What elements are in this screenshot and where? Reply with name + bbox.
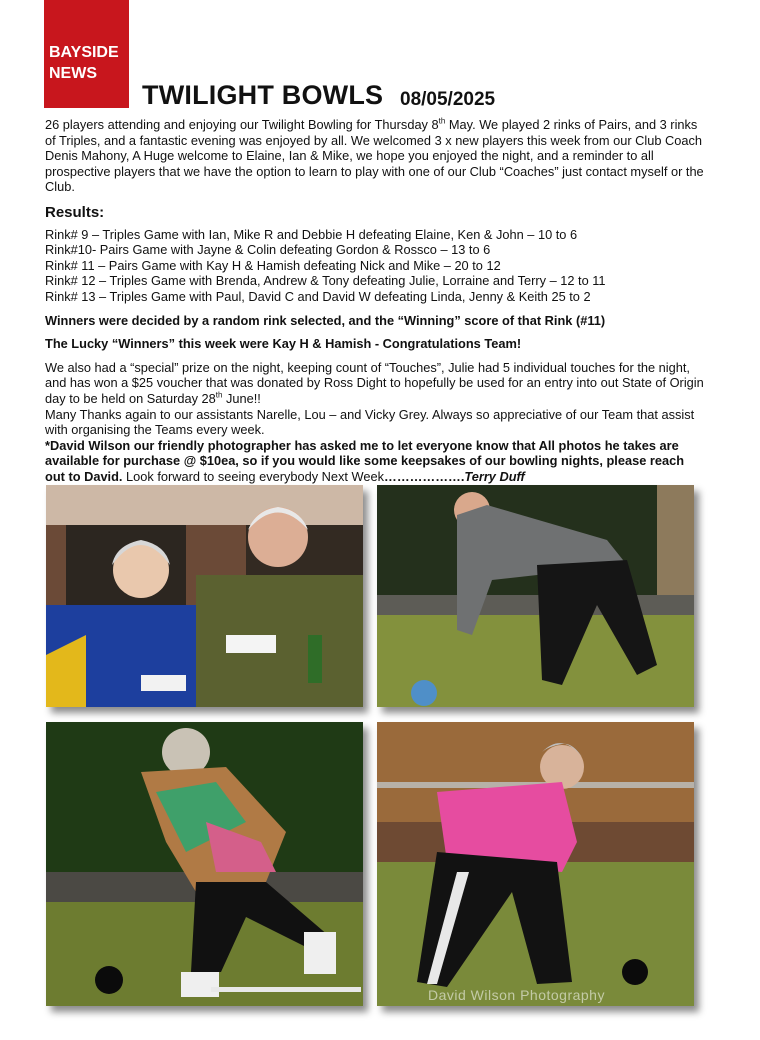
article-body xyxy=(45,117,705,484)
rink-result: Rink# 13 – Triples Game with Paul, David C and David W defeating Linda, Jenny & Keith 25 to 2 xyxy=(45,288,591,304)
photo-woman-colourful xyxy=(46,722,363,1006)
bayside-news-badge xyxy=(44,0,129,108)
page-date: 08/05/2025 xyxy=(400,89,496,110)
special-prize-paragraph: We also had a “special” prize on the night, keeping count of “Touches”, Julie had 5 individual touches for the night, and has won a $25 voucher that was donated by Ross Dight to hopefully be used for an entry into out State of Origin day to be held on Saturday 28th June!! xyxy=(45,359,704,406)
rink-result: Rink# 9 – Triples Game with Ian, Mike R and Debbie H defeating Elaine, Ken & John – 10 to 6 xyxy=(45,226,578,242)
page-title: TWILIGHT BOWLS xyxy=(142,80,384,110)
photo-watermark: David Wilson Photography xyxy=(428,987,605,1003)
results-heading: Results: xyxy=(45,203,105,221)
signature: Terry Duff xyxy=(464,468,525,484)
lucky-winners-note: The Lucky “Winners” this week were Kay H & Hamish - Congratulations Team! xyxy=(45,336,522,352)
badge-line2: NEWS xyxy=(49,65,97,82)
thanks-paragraph: Many Thanks again to our assistants Narelle, Lou – and Vicky Grey. Always so appreciative of our Team that assist with organising the Teams every week. xyxy=(45,406,695,438)
rink-result: Rink#10- Pairs Game with Jayne & Colin defeating Gordon & Rossco – 13 to 6 xyxy=(45,242,491,258)
rink-result: Rink# 12 – Triples Game with Brenda, Andrew & Tony defeating Julie, Lorraine and Terry – 12 to 11 xyxy=(45,273,606,289)
winners-note: Winners were decided by a random rink selected, and the “Winning” score of that Rink (#11) xyxy=(45,312,606,328)
photo-man-bowling xyxy=(377,485,694,707)
badge-line1: BAYSIDE xyxy=(49,44,119,61)
intro-paragraph: 26 players attending and enjoying our Twilight Bowling for Thursday 8th May. We played 2 rinks of Pairs, and 3 rinks of Triples, and a fantastic evening was enjoyed by all. We welcomed 3 x new players this week from our Club Coach Denis Mahony, A Huge welcome to Elaine, Ian & Mike, we hope you enjoyed the night, and a reminder to all prospective players that we have the option to learn to play with one of our Club “Coaches” just contact myself or the Club. xyxy=(45,116,704,195)
photos-paragraph: *David Wilson our friendly photographer has asked me to let everyone know that All photos he takes are available for purchase @ $10ea, so if you would like some keepsakes of our bowling nights, please reach out to David. Look forward to seeing everybody Next Week……………….Terry Duff xyxy=(45,437,685,484)
photo-winners xyxy=(46,485,363,707)
rink-result: Rink# 11 – Pairs Game with Kay H & Hamish defeating Nick and Mike – 20 to 12 xyxy=(45,257,501,273)
photo-woman-pink xyxy=(377,722,694,1006)
